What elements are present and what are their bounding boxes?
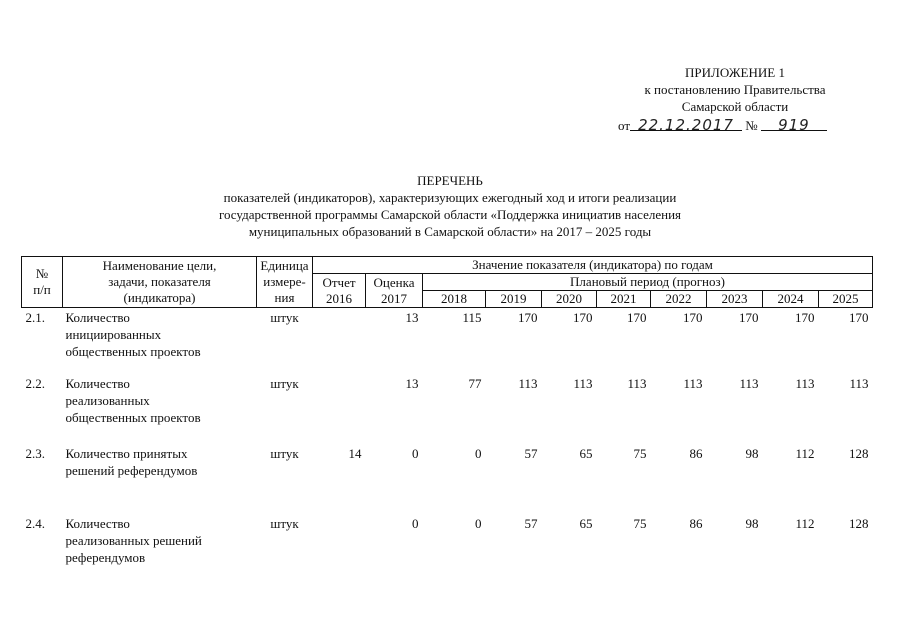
value-estimate-2017: 13 (405, 310, 419, 325)
title-line-3: муниципальных образований в Самарской области» на 2017 – 2025 годы (248, 224, 652, 239)
number-prefix: № (745, 118, 758, 133)
value-2018: 77 (468, 376, 482, 391)
value-report-2016: 14 (348, 446, 362, 461)
value-estimate-2017: 0 (412, 516, 419, 531)
appendix-header (590, 64, 880, 115)
value-2024: 112 (795, 446, 815, 461)
header-year: 2020 (542, 291, 597, 308)
value-2018: 0 (475, 516, 482, 531)
value-2019: 170 (518, 310, 538, 325)
row-name-line: Количество принятых (65, 446, 188, 461)
table-row (22, 444, 873, 514)
row-name-line: реализованных (65, 393, 150, 408)
header-no-l1: № (35, 266, 49, 281)
value-2018: 0 (475, 446, 482, 461)
header-estimate (366, 274, 423, 308)
header-report-l2: 2016 (326, 290, 352, 306)
value-2018: 115 (462, 310, 482, 325)
header-unit (257, 257, 313, 308)
header-report-l1: Отчет (322, 274, 356, 290)
row-unit: штук (270, 516, 299, 531)
row-name-line: решений референдумов (65, 463, 198, 478)
header-year: 2024 (763, 291, 819, 308)
header-values-group: Значение показателя (индикатора) по годам (313, 257, 873, 274)
row-name-line: инициированных (65, 327, 162, 342)
appendix-region: Самарской области (681, 99, 789, 114)
value-2025: 170 (849, 310, 869, 325)
value-2024: 113 (795, 376, 815, 391)
value-2023: 170 (739, 310, 759, 325)
header-year: 2019 (486, 291, 542, 308)
value-2019: 57 (524, 516, 538, 531)
header-no (22, 257, 63, 308)
header-name-l2: задачи, показателя (108, 274, 211, 289)
title-heading: ПЕРЕЧЕНЬ (417, 173, 483, 188)
value-2021: 75 (633, 516, 647, 531)
value-report-2016 (313, 374, 366, 444)
header-unit-l3: ния (274, 290, 295, 305)
header-no-l2: п/п (33, 282, 51, 297)
header-unit-l2: измере- (263, 274, 306, 289)
date-prefix: от (618, 118, 631, 133)
value-report-2016 (313, 514, 366, 570)
value-2023: 98 (745, 516, 759, 531)
indicators-table-wrap (21, 256, 873, 570)
value-2020: 113 (573, 376, 593, 391)
value-2025: 128 (849, 446, 869, 461)
row-unit: штук (270, 446, 299, 461)
value-2019: 113 (518, 376, 538, 391)
row-name-line: Количество (65, 376, 130, 391)
row-number: 2.1. (25, 310, 45, 325)
value-2022: 86 (689, 516, 703, 531)
value-2020: 65 (579, 446, 593, 461)
row-number: 2.2. (25, 376, 45, 391)
header-year: 2023 (707, 291, 763, 308)
row-name (63, 514, 257, 570)
value-2021: 75 (633, 446, 647, 461)
row-unit: штук (270, 310, 299, 325)
header-plan-period: Плановый период (прогноз) (423, 274, 873, 291)
value-2025: 113 (849, 376, 869, 391)
title-line-1: показателей (индикаторов), характеризующих ежегодный ход и итоги реализации (223, 190, 677, 205)
header-estimate-l1: Оценка (373, 274, 415, 290)
value-2019: 57 (524, 446, 538, 461)
table-row (22, 308, 873, 375)
date-number-line (618, 116, 827, 134)
header-name (63, 257, 257, 308)
value-2021: 113 (627, 376, 647, 391)
value-estimate-2017: 0 (412, 446, 419, 461)
header-name-l3: (индикатора) (123, 290, 196, 305)
row-name-line: Количество (65, 310, 130, 325)
value-2020: 170 (573, 310, 593, 325)
document-title (100, 172, 800, 240)
value-2024: 170 (795, 310, 815, 325)
row-name (63, 444, 257, 514)
value-estimate-2017: 13 (405, 376, 419, 391)
row-name (63, 308, 257, 375)
row-name-line: общественных проектов (65, 344, 201, 359)
value-2024: 112 (795, 516, 815, 531)
header-report (313, 274, 366, 308)
value-2025: 128 (849, 516, 869, 531)
row-number: 2.3. (25, 446, 45, 461)
header-year: 2018 (423, 291, 486, 308)
row-unit: штук (270, 376, 299, 391)
value-report-2016 (313, 308, 366, 375)
row-name-line: реализованных решений (65, 533, 202, 548)
table-row (22, 374, 873, 444)
value-2023: 113 (739, 376, 759, 391)
row-number: 2.4. (25, 516, 45, 531)
appendix-title: ПРИЛОЖЕНИЕ 1 (685, 65, 785, 80)
appendix-resolution: к постановлению Правительства (644, 82, 826, 97)
row-name-line: Количество (65, 516, 130, 531)
title-line-2: государственной программы Самарской области «Поддержка инициатив населения (218, 207, 682, 222)
handwritten-date: 22.12.2017 (638, 116, 734, 134)
row-name (63, 374, 257, 444)
row-name-line: референдумов (65, 550, 146, 565)
header-year: 2025 (819, 291, 873, 308)
handwritten-number: 919 (778, 116, 810, 134)
value-2023: 98 (745, 446, 759, 461)
row-name-line: общественных проектов (65, 410, 201, 425)
value-2022: 86 (689, 446, 703, 461)
header-year: 2022 (651, 291, 707, 308)
table-row (22, 514, 873, 570)
value-2020: 65 (579, 516, 593, 531)
header-year: 2021 (597, 291, 651, 308)
value-2022: 170 (683, 310, 703, 325)
header-unit-l1: Единица (260, 258, 309, 273)
value-2022: 113 (683, 376, 703, 391)
indicators-table (21, 256, 873, 570)
value-2021: 170 (627, 310, 647, 325)
header-name-l1: Наименование цели, (102, 258, 217, 273)
header-estimate-l2: 2017 (381, 290, 407, 306)
